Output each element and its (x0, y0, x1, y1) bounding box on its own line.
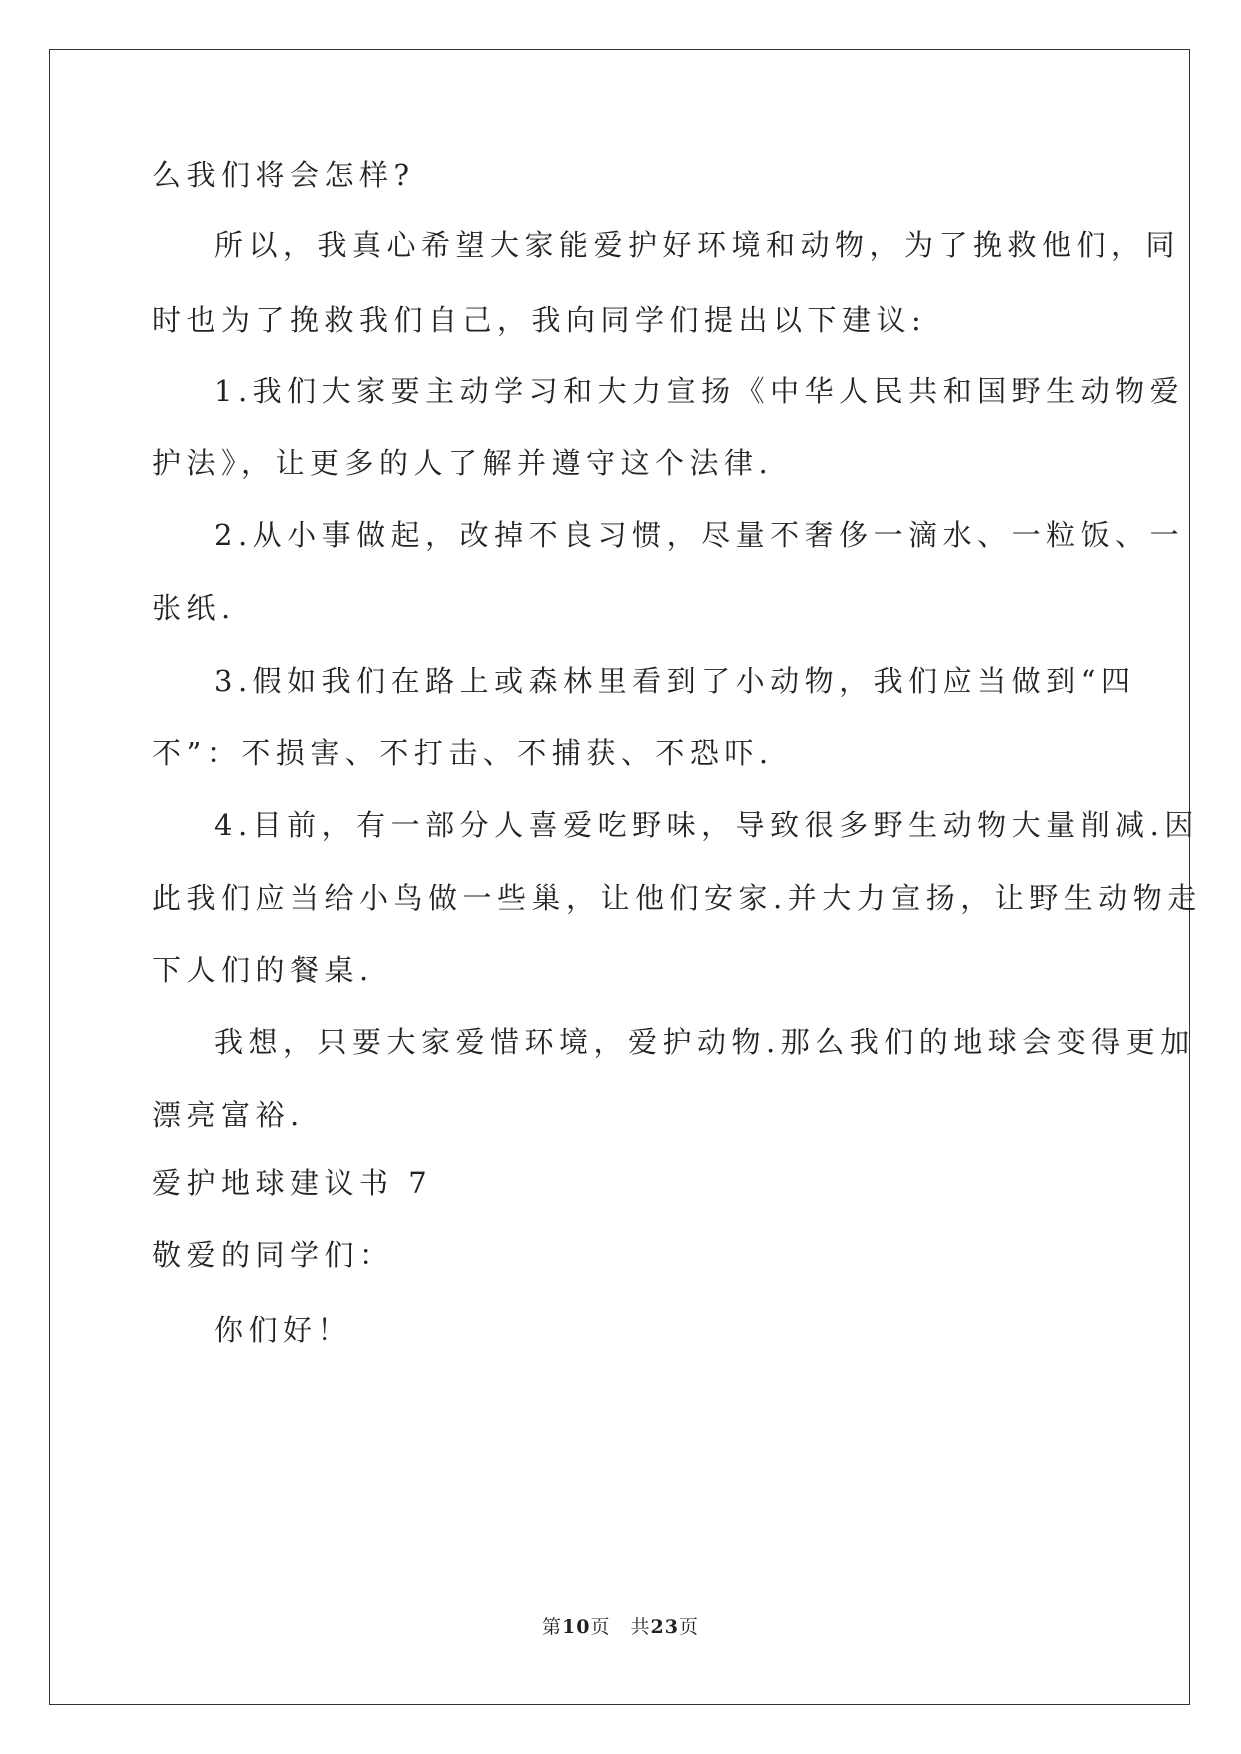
footer-prefix: 第 (542, 1616, 563, 1638)
text-line: 4.目前，有一部分人喜爱吃野味，导致很多野生动物大量削减.因 (214, 808, 1199, 842)
total-page-number: 23 (650, 1616, 679, 1638)
current-page-number: 10 (562, 1616, 591, 1638)
greeting: 你们好！ (214, 1313, 353, 1347)
text-line: 所以，我真心希望大家能爱护好环境和动物，为了挽救他们，同 (214, 228, 1181, 262)
text-line: 1.我们大家要主动学习和大力宣扬《中华人民共和国野生动物爱 (214, 374, 1185, 408)
text-line: 不”：不损害、不打击、不捕获、不恐吓. (152, 736, 774, 770)
text-line: 么我们将会怎样? (152, 158, 415, 192)
text-line: 漂亮富裕. (152, 1098, 305, 1132)
text-line: 3.假如我们在路上或森林里看到了小动物，我们应当做到“四 (214, 664, 1136, 698)
footer-suffix: 页 (678, 1616, 699, 1638)
section-heading: 爱护地球建议书 7 (152, 1166, 433, 1200)
page-frame (49, 49, 1190, 1705)
footer-mid: 页 共 (590, 1616, 651, 1638)
salutation: 敬爱的同学们： (152, 1238, 394, 1272)
text-line: 时也为了挽救我们自己，我向同学们提出以下建议: (152, 303, 927, 337)
text-line: 张纸. (152, 591, 236, 625)
text-line: 2.从小事做起，改掉不良习惯，尽量不奢侈一滴水、一粒饭、一 (214, 518, 1185, 552)
text-line: 下人们的餐桌. (152, 953, 374, 987)
text-line: 护法》，让更多的人了解并遵守这个法律. (152, 446, 774, 480)
text-line: 此我们应当给小鸟做一些巢，让他们安家.并大力宣扬，让野生动物走 (152, 881, 1202, 915)
text-line: 我想，只要大家爱惜环境，爱护动物.那么我们的地球会变得更加 (214, 1025, 1195, 1059)
page-footer (0, 1612, 1241, 1639)
